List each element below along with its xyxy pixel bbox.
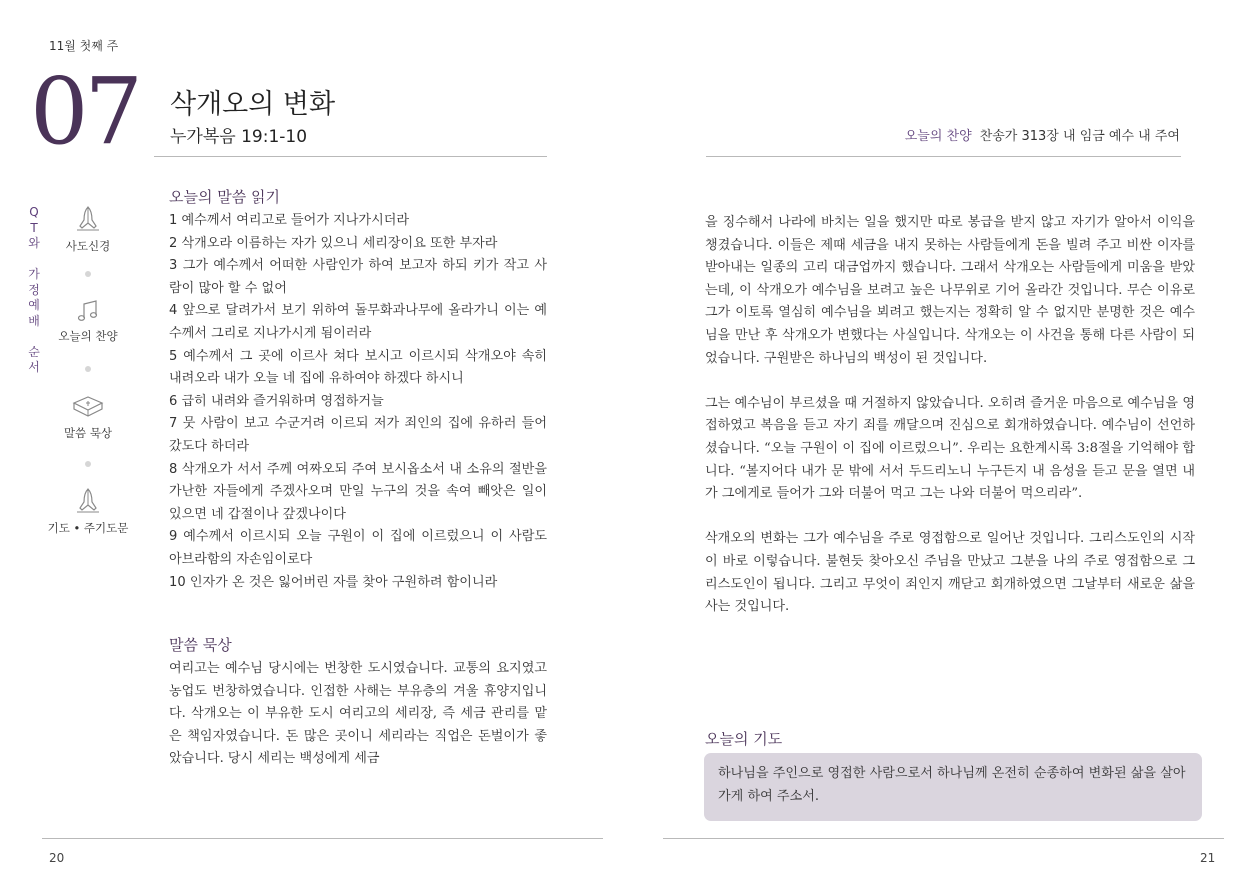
verse-list (169, 210, 547, 594)
page-title: 삭개오의 변화 (170, 89, 336, 120)
week-label: 11월 첫째 주 (49, 39, 119, 53)
praying-hands-icon (72, 486, 104, 516)
prayer-box (704, 753, 1202, 821)
hymn-line (905, 125, 1180, 144)
sidebar-item-meditation (43, 393, 133, 441)
verse: 1 예수께서 여리고로 들어가 지나가시더라 (169, 213, 410, 228)
prayer-heading: 오늘의 기도 (705, 730, 783, 748)
sidebar-item-label: 말씀 묵상 (63, 426, 113, 440)
hymn-title: 찬송가 313장 내 임금 예수 내 주여 (979, 129, 1180, 144)
paragraph: 삭개오의 변화는 그가 예수님을 주로 영접함으로 일어난 것입니다. 그리스도인의 시작이 바로 이렇습니다. 불현듯 찾아오신 주님을 만났고 그분을 나의 주로 영접함으로 그리스도인이 됩니다. 그리고 무엇이 죄인지 깨닫고 회개하였으면 그날부터 새로운 삶을 사는 것입니다. (705, 531, 1195, 615)
reading-heading: 오늘의 말씀 읽기 (169, 188, 280, 206)
page-number-left: 20 (49, 851, 65, 865)
prayer-text: 하나님을 주인으로 영접한 사람으로서 하나님께 온전히 순종하여 변화된 삶을 살아가게 하여 주소서. (718, 766, 1186, 804)
sidebar-item-creed (43, 204, 133, 254)
paragraph: 을 징수해서 나라에 바치는 일을 했지만 따로 봉급을 받지 않고 자기가 알아서 이익을 챙겼습니다. 이들은 제때 세금을 내지 못하는 사람들에게 돈을 빌려 주고 비싼 이자를 받아내는 일종의 고리 대금업까지 했습니다. 그래서 삭개오는 사람들에게 미움을 받았는데, 이 삭개오가 예수님을 보려고 높은 나무위로 기어 올라간 것입니다. 무슨 이유로 그가 이토록 열심히 예수님을 뵈려고 했는지는 정확히 알 수 없지만 분명한 것은 예수님을 만난 후 삭개오가 변했다는 사실입니다. 삭개오는 이 사건을 통해 다른 사람이 되었습니다. 구원받은 하나님의 백성이 된 것입니다. (705, 215, 1195, 366)
music-note-icon (75, 298, 101, 324)
page-number-right: 21 (1200, 851, 1216, 865)
header-divider-right (706, 156, 1181, 157)
verse: 5 예수께서 그 곳에 이르사 쳐다 보시고 이르시되 삭개오야 속히 내려오라 내가 오늘 네 집에 유하여야 하겠다 하시니 (169, 348, 547, 387)
footer-divider-left (42, 838, 603, 839)
verse: 9 예수께서 이르시되 오늘 구원이 이 집에 이르렀으니 이 사람도 아브라함의 자손임이로다 (169, 529, 547, 567)
sidebar-item-hymn (43, 298, 133, 344)
footer-divider-right (663, 838, 1224, 839)
verse: 10 인자가 온 것은 잃어버린 자를 찾아 구원하려 함이니라 (169, 574, 498, 590)
verse: 7 뭇 사람이 보고 수군거려 이르되 저가 죄인의 집에 유하러 들어갔도다 하더라 (169, 416, 547, 454)
sidebar-item-label: 사도신경 (65, 239, 111, 253)
meditation-heading: 말씀 묵상 (169, 636, 232, 654)
meditation-text-right (705, 212, 1195, 641)
sidebar-dot (85, 366, 91, 372)
sidebar-item-prayer (43, 486, 133, 536)
meditation-text-left: 여리고는 예수님 당시에는 번창한 도시였습니다. 교통의 요지였고 농업도 번창하였습니다. 인접한 사해는 부유층의 겨울 휴양지입니다. 삭개오는 이 부유한 도시 여리고의 세리장, 즉 세금 관리를 맡은 책임자였습니다. 돈 많은 곳이니 세리라는 직업은 돈벌이가 좋았습니다. 당시 세리는 백성에게 세금 (169, 661, 547, 767)
bible-icon (71, 393, 105, 421)
vertical-label: Q T 와 가 정 예 배 순 서 (28, 205, 40, 374)
paragraph: 그는 예수님이 부르셨을 때 거절하지 않았습니다. 오히려 즐거운 마음으로 예수님을 영접하였고 복음을 듣고 자기 죄를 깨달으며 진심으로 회개하였습니다. 예수님이 선언하셨습니다. “오늘 구원이 이 집에 이르렀으니”. 우리는 요한계시록 3:8절을 기억해야 합니다. “볼지어다 내가 문 밖에 서서 두드리노니 누구든지 내 음성을 듣고 문을 열면 내가 그에게로 들어가 그와 더불어 먹고 그는 나와 더불어 먹으리라”. (705, 395, 1195, 502)
header-divider-left (154, 156, 547, 157)
verse: 2 삭개오라 이름하는 자가 있으니 세리장이요 또한 부자라 (169, 235, 498, 251)
verse: 3 그가 예수께서 어떠한 사람인가 하여 보고자 하되 키가 작고 사람이 많아 할 수 없어 (169, 258, 547, 296)
sidebar-item-label: 기도 • 주기도문 (47, 521, 129, 535)
hymn-label: 오늘의 찬양 (904, 129, 972, 144)
sidebar-dot (85, 271, 91, 277)
verse: 6 급히 내려와 즐거워하며 영접하거늘 (169, 393, 384, 409)
verse: 8 삭개오가 서서 주께 여짜오되 주여 보시옵소서 내 소유의 절반을 가난한 자들에게 주겠사오며 만일 누구의 것을 속여 빼앗은 일이 있으면 네 갑절이나 갚겠나이다 (169, 461, 547, 522)
praying-hands-icon (72, 204, 104, 234)
scripture-reference: 누가복음 19:1-10 (170, 127, 308, 147)
verse: 4 앞으로 달려가서 보기 위하여 돌무화과나무에 올라가니 이는 예수께서 그리로 지나가시게 됨이러라 (169, 303, 547, 341)
day-number: 07 (30, 58, 140, 165)
sidebar-item-label: 오늘의 찬양 (58, 329, 118, 343)
sidebar-dot (85, 461, 91, 467)
